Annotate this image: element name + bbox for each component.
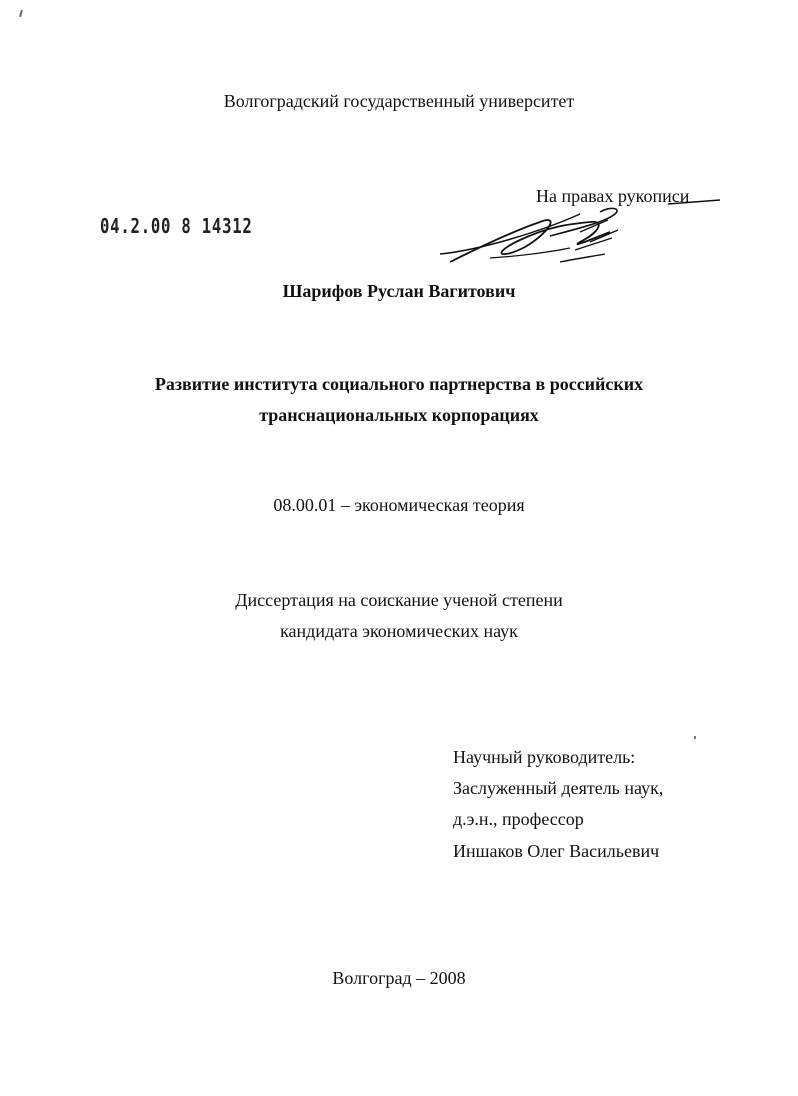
specialty-code: 08.00.01 – экономическая теория — [273, 495, 525, 515]
scan-mark — [19, 10, 23, 17]
dissertation-title-line-1: Развитие института социального партнерства в российских — [154, 374, 644, 394]
supervisor-degree: д.э.н., профессор — [453, 809, 584, 829]
author-name: Шарифов Руслан Вагитович — [282, 281, 516, 301]
supervisor-title: Заслуженный деятель наук, — [453, 778, 664, 798]
supervisor-label: Научный руководитель: — [453, 747, 636, 767]
rights-notice: На правах рукописи — [536, 186, 690, 206]
place-and-year: Волгоград – 2008 — [332, 968, 466, 988]
scan-speck — [694, 736, 696, 739]
registration-stamp-number: 04.2.00 8 14312 — [100, 214, 253, 238]
supervisor-name: Иншаков Олег Васильевич — [453, 841, 660, 861]
dissertation-title-line-2: транснациональных корпорациях — [259, 405, 539, 425]
signature — [430, 192, 730, 274]
university-name: Волгоградский государственный университет — [223, 91, 575, 111]
degree-line-2: кандидата экономических наук — [280, 621, 518, 641]
degree-line-1: Диссертация на соискание ученой степени — [235, 590, 563, 610]
